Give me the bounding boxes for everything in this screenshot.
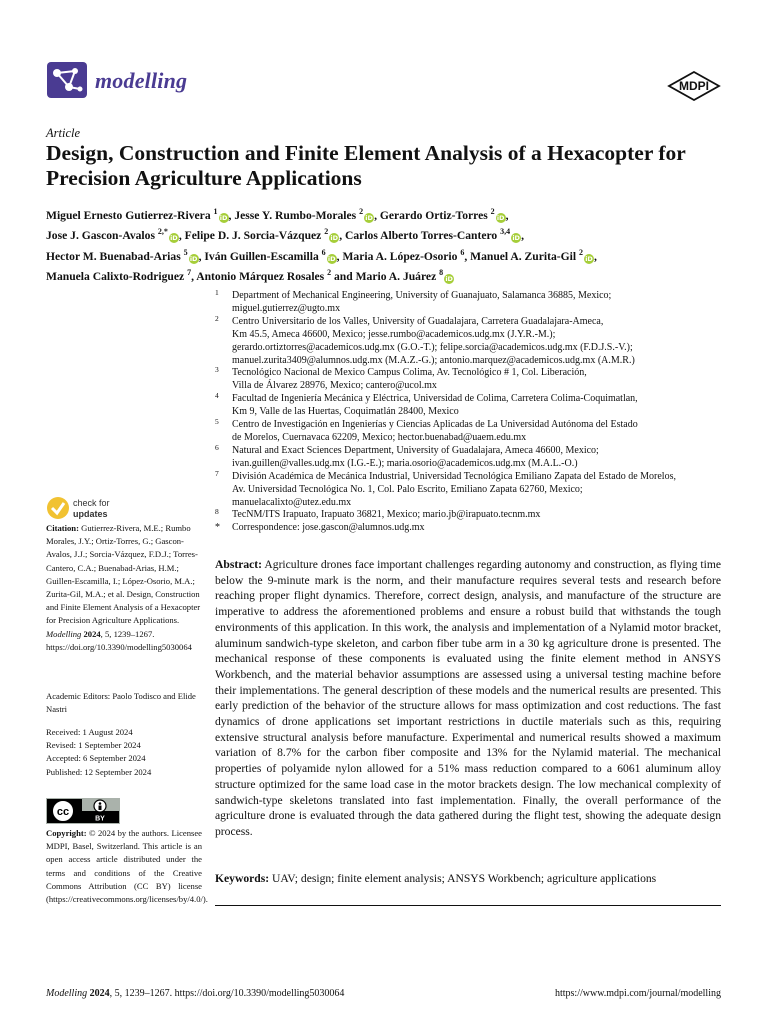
author-affiliation-mark: 5 — [183, 247, 188, 257]
author-name: Iván Guillen-Escamilla — [204, 249, 319, 263]
author-affiliation-mark: 2 — [327, 268, 332, 278]
author-separator: , — [374, 208, 380, 222]
affiliation-line: Centro Universitario de los Valles, University of Guadalajara, Carretera Guadalajara-Ameca, — [232, 315, 604, 327]
orcid-icon[interactable]: iD — [330, 234, 339, 243]
orcid-icon[interactable]: iD — [189, 254, 198, 263]
author-affiliation-mark: 2,* — [157, 227, 168, 237]
check-label-2: updates — [73, 509, 108, 519]
date-revised: Revised: 1 September 2024 — [46, 740, 141, 751]
orcid-icon[interactable]: iD — [327, 254, 336, 263]
affiliation-line: Natural and Exact Sciences Department, University of Guadalajara, Ameca 46600, Mexico; — [232, 444, 599, 456]
citation-label: Citation: — [46, 523, 79, 533]
citation-rest: , 5, 1239–1267. https://doi.org/10.3390/modelling5030064 — [46, 628, 192, 652]
abstract — [215, 557, 721, 840]
author-separator: , — [198, 249, 205, 263]
author-name: Antonio Márquez Rosales — [196, 269, 325, 283]
keywords — [215, 871, 721, 887]
academic-editors: Academic Editors: Paolo Todisco and Elide Nastri — [46, 691, 196, 715]
affiliation-line: manuelacalixto@utez.edu.mx — [232, 496, 352, 508]
affiliation-line: Facultad de Ingeniería Mecánica y Eléctrica, Universidad de Colima, Carretera Colima-Coquimatlan, — [232, 393, 638, 405]
author-affiliation-mark: 8 — [439, 268, 444, 278]
author-name: Manuel A. Zurita-Gil — [470, 249, 577, 263]
affiliation-line: Km 9, Valle de las Huertas, Coquimatlán 28400, Mexico — [232, 406, 459, 418]
orcid-icon[interactable]: iD — [365, 213, 373, 222]
affiliation-line: miguel.gutierrez@ugto.mx — [232, 302, 341, 314]
divider — [215, 905, 721, 906]
affiliation-item — [215, 419, 725, 445]
affiliation-number: 4 — [215, 391, 219, 401]
orcid-icon[interactable]: iD — [170, 234, 178, 243]
author-separator: , — [339, 229, 346, 243]
affiliation-line: Av. Universidad Tecnológica No. 1, Col. Palo Escrito, Emiliano Zapata 62760, Mexico; — [232, 483, 583, 495]
author-separator: , — [191, 269, 197, 283]
correspondence: * Correspondence: jose.gascon@alumnos.udg.mx — [215, 522, 425, 534]
check-for-updates-icon[interactable] — [46, 496, 166, 520]
affiliation-number: 5 — [215, 417, 219, 427]
article-type: Article — [46, 126, 81, 140]
date-received: Received: 1 August 2024 — [46, 727, 133, 737]
orcid-icon[interactable]: iD — [496, 213, 505, 222]
check-label-1: check for — [73, 498, 110, 508]
copyright-label: Copyright: — [46, 828, 87, 838]
affiliation-item — [215, 442, 725, 471]
keywords-label: Keywords: — [215, 872, 270, 885]
affiliation-number: 3 — [215, 365, 219, 375]
keywords-text: UAV; design; finite element analysis; ANSYS Workbench; agriculture applications — [272, 872, 657, 885]
author-name: Felipe D. J. Sorcia-Vázquez — [184, 229, 322, 243]
affiliation-item — [215, 313, 725, 368]
footer-citation — [46, 988, 344, 999]
abstract-text: Agriculture drones face important challenges regarding autonomy and construction, as flying time below the 9-minute mark is the norm, and their manufacture requires several tests and research before reaching proper flight dynamics. Therefore, correct design, analysis, and manufacture of the structure are imperative to address the aforementioned problems and ensure a robust build that withstands the tough environments of this application. In this work, the analysis and implementation of a Nylamid motor bracket, aluminum sandwich-type skeleton, and carbon fiber tube arm in a 30 kg agriculture drone is presented. The mechanical response of these components is evaluated using the finite element method in ANSYS Workbench, and the material behavior assumptions are assessed using a universal testing machine before their implementations. The general description of these models and the numerical results are presented. This early prediction of the behavior of the structure allows for mass optimization and cost reductions. The fast dynamics of drone applications set important restrictions in ductile materials such as this, requiring extensive structural analysis before manufacture. Experimental and numerical results showed a maximum variation of 8.7% for the carbon fiber composite and 13% for the Nylamid material. The mechanical properties of polyamide nylon allowed for a 51% mass reduction compared to a 6061 aluminum alloy structure optimized for the same load case in the motor brackets design. The low mechanical complexity of sandwich-type skeletons translated into fast implementation. Finally, the overall performance of the agriculture drone is evaluated through the data gathered during the flight test, showing the adequate design process. — [215, 558, 721, 838]
affiliation-number: 2 — [215, 313, 219, 323]
affiliation-line: Centro de Investigación en Ingenierías y Ciencias Aplicadas de La Universidad Autónoma del Estado — [232, 419, 638, 431]
author-affiliation-mark: 2 — [579, 247, 583, 257]
affiliation-line: ivan.guillen@valles.udg.mx (I.G.-E.); maria.osorio@academicos.udg.mx (M.A.L.-O.) — [232, 457, 578, 469]
author-affiliation-mark: 2 — [359, 207, 364, 216]
affiliation-item — [215, 290, 725, 316]
affiliation-number: 8 — [215, 507, 219, 517]
dates-block — [46, 726, 202, 779]
footer-journal-url[interactable]: https://www.mdpi.com/journal/modelling — [554, 988, 721, 999]
affiliation-number: 7 — [215, 468, 219, 478]
author-name: Hector M. Buenabad-Arias — [46, 249, 181, 263]
affiliation-item — [215, 468, 725, 510]
author-separator: , — [521, 229, 525, 243]
author-name: Miguel Ernesto Gutierrez-Rivera — [46, 208, 211, 222]
affiliation-line: Km 45.5, Ameca 46600, Mexico; jesse.rumbo@academicos.udg.mx (J.Y.R.-M.); — [232, 328, 556, 340]
citation-year: 2024 — [83, 628, 101, 639]
author-affiliation-mark: 6 — [460, 247, 465, 257]
orcid-icon[interactable]: iD — [585, 254, 593, 263]
affiliation-item — [215, 367, 725, 393]
author-affiliation-mark: 3,4 — [500, 227, 511, 237]
affiliation-line: de Morelos, Cuernavaca 62209, Mexico; hector.buenabad@uaem.edu.mx — [232, 431, 527, 443]
author-affiliation-mark: 2 — [324, 227, 329, 237]
author-affiliation-mark: 1 — [213, 207, 218, 216]
orcid-icon[interactable]: iD — [445, 274, 453, 283]
affiliations — [215, 290, 725, 535]
citation-block — [46, 522, 202, 654]
mdpi-logo-icon — [667, 71, 721, 101]
affiliation-line: División Académica de Mecánica Industrial, Universidad Tecnológica Emiliano Zapata del Estado de Morelos, — [232, 470, 676, 482]
author-name: Jesse Y. Rumbo-Morales — [234, 208, 357, 222]
affiliation-line: Tecnológico Nacional de Mexico Campus Colima, Av. Tecnológico # 1, Col. Liberación, — [232, 367, 587, 379]
author-affiliation-mark: 2 — [490, 207, 495, 216]
author-separator: and — [331, 269, 356, 283]
affiliation-number: 1 — [215, 288, 219, 297]
journal-logo-icon — [47, 62, 87, 98]
affiliation-item — [215, 393, 725, 419]
orcid-icon[interactable]: iD — [219, 213, 228, 222]
correspondence-text: Correspondence: jose.gascon@alumnos.udg.mx — [232, 522, 425, 534]
author-name: Mario A. Juárez — [355, 269, 437, 283]
orcid-icon[interactable]: iD — [512, 234, 520, 243]
by-label: BY — [95, 815, 105, 823]
affiliation-line: Villa de Álvarez 28976, Mexico; cantero@ucol.mx — [232, 380, 437, 392]
affiliation-line: TecNM/ITS Irapuato, Irapuato 36821, Mexico; mario.jb@irapuato.tecnm.mx — [232, 509, 541, 521]
author-separator: , — [228, 208, 235, 222]
affiliation-line: gerardo.ortiztorres@academicos.udg.mx (G.O.-T.); felipe.sorcia@academicos.udg.mx (F.D.J.S.-V.); — [232, 341, 633, 353]
publisher-name: MDPI — [679, 79, 709, 93]
date-published: Published: 12 September 2024 — [46, 766, 152, 777]
journal-name: modelling — [95, 68, 188, 93]
citation-text: Gutierrez-Rivera, M.E.; Rumbo Morales, J.Y.; Ortiz-Torres, G.; Gascon-Avalos, J.J.; Sorcia-Vázquez, F.D.J.; Torres-Cantero, C.A.; Buenabad-Arias, H.M.; Guillen-Escamilla, I.; López-Osorio, M.A.; Zurita-Gil, M.A.; et al. Design, Construction and Finite Element Analysis of a Hexacopter for Precision Agriculture Applications. — [46, 523, 201, 626]
author-separator: , — [178, 229, 185, 243]
abstract-label: Abstract: — [215, 558, 263, 571]
date-accepted: Accepted: 6 September 2024 — [46, 753, 146, 764]
author-name: Manuela Calixto-Rodriguez — [46, 269, 185, 283]
footer-rest: , 5, 1239–1267. https://doi.org/10.3390/modelling5030064 — [109, 988, 345, 999]
affiliation-line: manuel.zurita3409@alumnos.udg.mx (M.A.Z.-G.); antonio.marquez@academicos.udg.mx (A.M.R.) — [232, 354, 635, 366]
affiliation-line: Department of Mechanical Engineering, University of Guanajuato, Salamanca 36885, Mexico; — [232, 290, 612, 301]
copyright-block — [46, 827, 208, 906]
footer-year: 2024 — [89, 988, 110, 999]
author-name: Gerardo Ortiz-Torres — [379, 208, 488, 222]
author-separator: , — [336, 249, 343, 263]
author-separator: , — [594, 249, 597, 263]
author-list — [46, 204, 736, 285]
author-separator: , — [464, 249, 471, 263]
cc-by-license-icon[interactable] — [46, 798, 120, 824]
author-affiliation-mark: 6 — [321, 247, 326, 257]
author-name: Maria A. López-Osorio — [342, 249, 458, 263]
footer-journal: Modelling — [46, 988, 88, 999]
copyright-text: © 2024 by the authors. Licensee MDPI, Basel, Switzerland. This article is an open access article distributed under the terms and conditions of the Creative Commons Attribution (CC BY) license (https://creativecommons.org/licenses/by/4.0/). — [46, 828, 208, 905]
author-name: Carlos Alberto Torres-Cantero — [345, 229, 498, 243]
citation-journal: Modelling — [46, 628, 82, 639]
author-name: Jose J. Gascon-Avalos — [46, 229, 155, 243]
author-affiliation-mark: 7 — [187, 268, 192, 278]
cc-label: cc — [56, 806, 70, 818]
affiliation-item — [215, 509, 725, 522]
affiliation-number: 6 — [215, 442, 219, 452]
paper-title: Design, Construction and Finite Element Analysis of a Hexacopter for Precision Agriculture Applications — [46, 141, 686, 190]
author-separator: , — [505, 208, 509, 222]
